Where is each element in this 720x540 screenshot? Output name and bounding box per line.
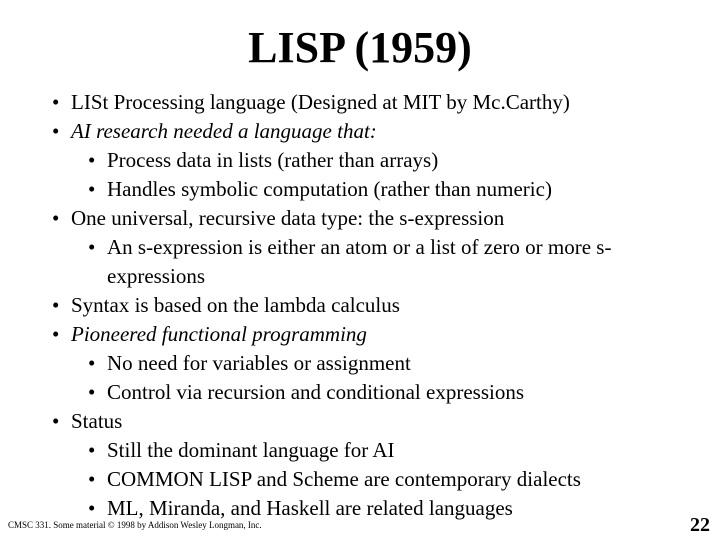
- bullet-dot-icon: •: [88, 467, 96, 491]
- sub-bullet-item: [0, 436, 720, 465]
- slide-title: LISP (1959): [248, 23, 472, 72]
- bullet-item: [0, 407, 720, 436]
- sub-bullet-text: An s-expression is either an atom or a list of zero or more s-expressions: [107, 235, 612, 288]
- bullet-item: [0, 117, 720, 146]
- sub-bullet-text: Process data in lists (rather than arrays): [107, 148, 439, 172]
- sub-bullet-item: [0, 349, 720, 378]
- bullet-dot-icon: •: [52, 206, 60, 230]
- sub-bullet-text: Still the dominant language for AI: [107, 438, 395, 462]
- bullet-dot-icon: •: [88, 496, 96, 520]
- bullet-dot-icon: •: [52, 322, 60, 346]
- bullet-text: AI research needed a language that:: [71, 119, 377, 143]
- sub-bullet-text: ML, Miranda, and Haskell are related languages: [107, 496, 513, 520]
- sub-bullet-text: Handles symbolic computation (rather than numeric): [107, 177, 552, 201]
- bullet-dot-icon: •: [88, 235, 96, 259]
- sub-bullet-item: [0, 378, 720, 407]
- bullet-dot-icon: •: [88, 177, 96, 201]
- bullet-dot-icon: •: [88, 351, 96, 375]
- bullet-item: [0, 88, 720, 117]
- bullet-dot-icon: •: [52, 90, 60, 114]
- bullet-item: [0, 204, 720, 233]
- bullet-dot-icon: •: [52, 293, 60, 317]
- sub-bullet-item: [0, 233, 667, 291]
- sub-bullet-item: [0, 465, 720, 494]
- bullet-text: Status: [71, 409, 123, 433]
- sub-bullet-item: [0, 146, 720, 175]
- bullet-text: One universal, recursive data type: the s-expression: [71, 206, 505, 230]
- bullet-dot-icon: •: [88, 148, 96, 172]
- bullet-item: [0, 320, 720, 349]
- sub-bullet-text: COMMON LISP and Scheme are contemporary dialects: [107, 467, 581, 491]
- page-number: 22: [690, 514, 710, 536]
- bullet-list: [0, 88, 720, 523]
- bullet-dot-icon: •: [52, 409, 60, 433]
- bullet-dot-icon: •: [88, 438, 96, 462]
- sub-bullet-text: No need for variables or assignment: [107, 351, 411, 375]
- sub-bullet-text: Control via recursion and conditional expressions: [107, 380, 524, 404]
- bullet-dot-icon: •: [52, 119, 60, 143]
- bullet-text: LISt Processing language (Designed at MIT by Mc.Carthy): [71, 90, 570, 114]
- sub-bullet-item: [0, 175, 720, 204]
- slide-footer: CMSC 331. Some material © 1998 by Addison Wesley Longman, Inc.: [8, 520, 262, 530]
- bullet-item: [0, 291, 720, 320]
- bullet-dot-icon: •: [88, 380, 96, 404]
- bullet-text: Pioneered functional programming: [71, 322, 367, 346]
- bullet-text: Syntax is based on the lambda calculus: [71, 293, 400, 317]
